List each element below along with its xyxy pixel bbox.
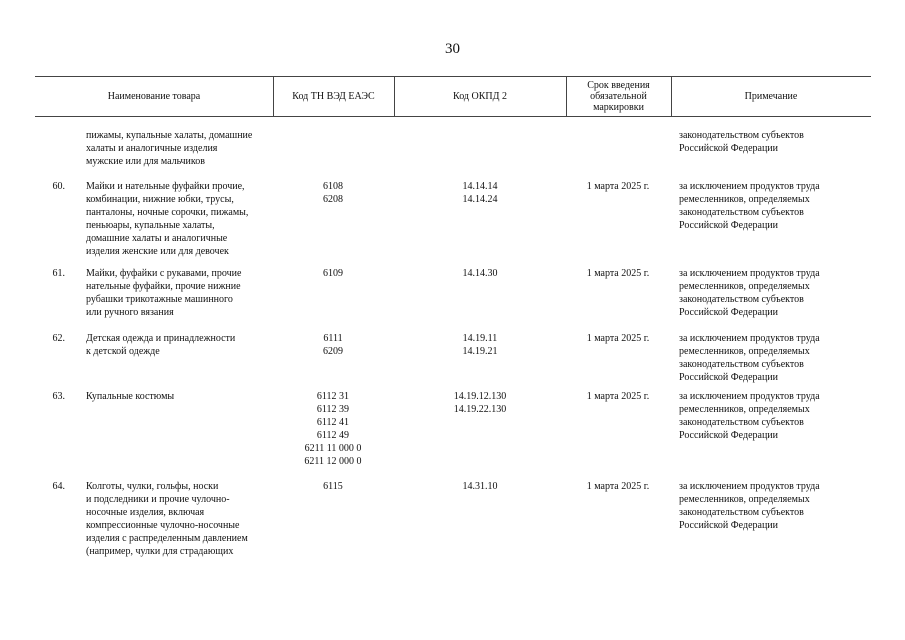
- name-line: (например, чулки для страдающих: [86, 546, 234, 557]
- name-line: Колготы, чулки, гольфы, носки: [86, 481, 219, 492]
- tnved-codes: [273, 180, 393, 206]
- name-line: компрессионные чулочно-носочные: [86, 520, 240, 531]
- continuation-name: [86, 129, 271, 168]
- tnved-code: 6209: [323, 346, 343, 357]
- name-line: мужские или для мальчиков: [86, 156, 205, 167]
- note: [679, 267, 871, 319]
- name-line: халаты и аналогичные изделия: [86, 143, 218, 154]
- note-line: ремесленников, определяемых: [679, 494, 810, 505]
- tnved-code: 6112 39: [316, 404, 350, 415]
- note-line: Российской Федерации: [679, 307, 779, 318]
- row-number: 60.: [52, 181, 65, 192]
- product-name: [86, 180, 271, 258]
- tnved-code: 6112 49: [316, 430, 350, 441]
- marking-date: 1 марта 2025 г.: [586, 391, 650, 402]
- name-line: изделия женские или для девочек: [86, 246, 229, 257]
- name-line: пеньюары, купальные халаты,: [86, 220, 215, 231]
- note-line: Российской Федерации: [679, 372, 779, 383]
- header-date: [566, 76, 671, 116]
- note: [679, 390, 871, 442]
- tnved-codes: [273, 267, 393, 280]
- note-line: за исключением продуктов труда: [679, 181, 820, 192]
- header-name: Наименование товара: [107, 90, 201, 102]
- note-line: законодательством субъектов: [679, 359, 804, 370]
- table-header-bottom-rule: [35, 116, 871, 117]
- note-line: за исключением продуктов труда: [679, 333, 820, 344]
- name-line: Майки, фуфайки с рукавами, прочие: [86, 268, 242, 279]
- okpd-code: 14.19.22.130: [453, 404, 507, 415]
- okpd-code: 14.14.14: [462, 181, 498, 192]
- okpd-codes: [395, 332, 565, 358]
- name-line: пижамы, купальные халаты, домашние: [86, 130, 253, 141]
- note-line: ремесленников, определяемых: [679, 404, 810, 415]
- note-line: за исключением продуктов труда: [679, 268, 820, 279]
- product-name: [86, 267, 271, 319]
- tnved-code: 6211 11 000 0: [304, 443, 362, 454]
- name-line: Детская одежда и принадлежности: [86, 333, 236, 344]
- header-date-line: обязательной: [590, 90, 647, 102]
- name-line: рубашки трикотажные машинного: [86, 294, 233, 305]
- row-number: 63.: [52, 391, 65, 402]
- note-line: ремесленников, определяемых: [679, 346, 810, 357]
- note-line: Российской Федерации: [679, 220, 779, 231]
- tnved-code: 6208: [323, 194, 343, 205]
- note: [679, 180, 871, 232]
- marking-date: 1 марта 2025 г.: [586, 333, 650, 344]
- note-line: Российской Федерации: [679, 520, 779, 531]
- okpd-code: 14.31.10: [462, 481, 498, 492]
- row-number: 64.: [52, 481, 65, 492]
- header-note: Примечание: [744, 90, 798, 102]
- tnved-codes: [273, 390, 393, 468]
- marking-date: 1 марта 2025 г.: [586, 268, 650, 279]
- note-line: законодательством субъектов: [679, 207, 804, 218]
- note-line: законодательством субъектов: [679, 507, 804, 518]
- header-tnved: Код ТН ВЭД ЕАЭС: [292, 90, 375, 102]
- note-line: законодательством субъектов: [679, 294, 804, 305]
- name-line: или ручного вязания: [86, 307, 174, 318]
- note-line: законодательством субъектов: [679, 130, 804, 141]
- tnved-code: 6211 12 000 0: [304, 456, 362, 467]
- tnved-code: 6112 41: [316, 417, 350, 428]
- okpd-code: 14.19.11: [462, 333, 498, 344]
- name-line: панталоны, ночные сорочки, пижамы,: [86, 207, 249, 218]
- row-number: 61.: [52, 268, 65, 279]
- name-line: Майки и нательные фуфайки прочие,: [86, 181, 245, 192]
- note: [679, 480, 871, 532]
- product-name: [86, 480, 271, 558]
- name-line: к детской одежде: [86, 346, 160, 357]
- page-number: 30: [445, 41, 460, 57]
- okpd-code: 14.19.12.130: [453, 391, 507, 402]
- name-line: нательные фуфайки, прочие нижние: [86, 281, 241, 292]
- tnved-codes: [273, 332, 393, 358]
- okpd-codes: [395, 480, 565, 493]
- name-line: Купальные костюмы: [86, 391, 175, 402]
- name-line: носочные изделия, включая: [86, 507, 205, 518]
- note-line: Российской Федерации: [679, 143, 779, 154]
- note-line: законодательством субъектов: [679, 417, 804, 428]
- tnved-code: 6111: [323, 333, 343, 344]
- marking-date: 1 марта 2025 г.: [586, 481, 650, 492]
- okpd-codes: [395, 390, 565, 416]
- note-line: за исключением продуктов труда: [679, 481, 820, 492]
- note-line: ремесленников, определяемых: [679, 281, 810, 292]
- name-line: домашние халаты и аналогичные: [86, 233, 228, 244]
- tnved-codes: [273, 480, 393, 493]
- name-line: изделия с распределенным давлением: [86, 533, 248, 544]
- continuation-note: [679, 129, 871, 155]
- tnved-code: 6112 31: [316, 391, 350, 402]
- tnved-code: 6108: [323, 181, 343, 192]
- okpd-code: 14.14.30: [462, 268, 498, 279]
- marking-date: 1 марта 2025 г.: [586, 181, 650, 192]
- okpd-codes: [395, 267, 565, 280]
- header-date-line: маркировки: [593, 101, 644, 113]
- tnved-code: 6109: [323, 268, 343, 279]
- product-name: [86, 332, 271, 358]
- note-line: ремесленников, определяемых: [679, 194, 810, 205]
- product-name: [86, 390, 271, 403]
- okpd-code: 14.14.24: [462, 194, 498, 205]
- header-date-line: Срок введения: [587, 79, 650, 91]
- row-number: 62.: [52, 333, 65, 344]
- tnved-code: 6115: [323, 481, 343, 492]
- name-line: и подследники и прочие чулочно-: [86, 494, 230, 505]
- note-line: за исключением продуктов труда: [679, 391, 820, 402]
- note-line: Российской Федерации: [679, 430, 779, 441]
- note: [679, 332, 871, 384]
- okpd-codes: [395, 180, 565, 206]
- okpd-code: 14.19.21: [462, 346, 498, 357]
- header-okpd: Код ОКПД 2: [453, 90, 507, 102]
- name-line: комбинации, нижние юбки, трусы,: [86, 194, 234, 205]
